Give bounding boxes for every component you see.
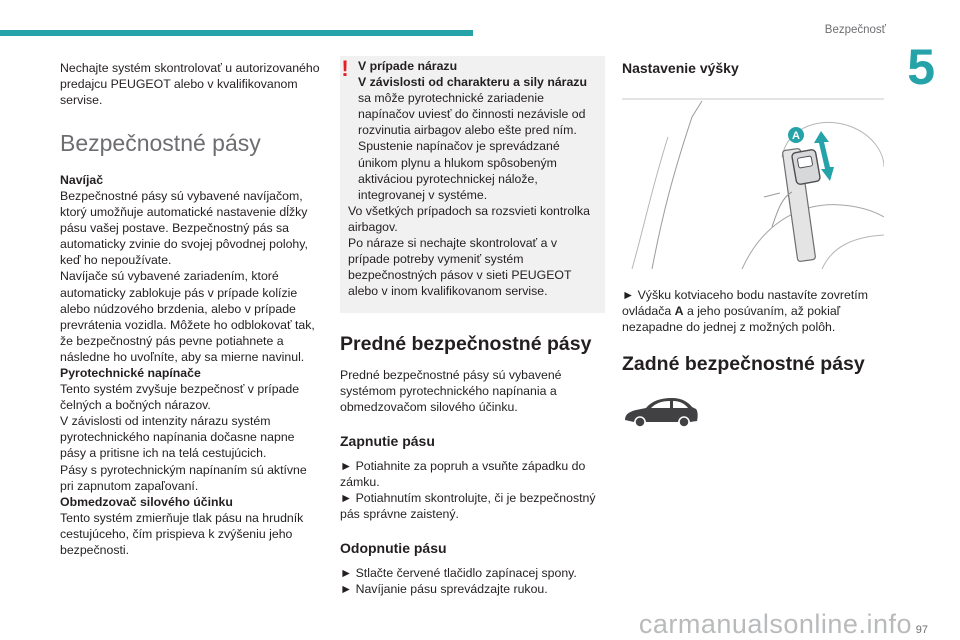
- label-a-icon: A: [792, 129, 800, 142]
- warning-paragraph-2: Vo všetkých prípadoch sa rozsvieti kontrolka airbagov.: [348, 203, 590, 234]
- warning-rest: sa môže pyrotechnické zariadenie napínačov uviesť do činnosti nezávisle od rozvinutia airbagov alebo ešte pred ním. Spustenie napínačov je sprevádzané únikom plynu a hlukom spôsobeným aktiváciou pyrotechnickej nálože, integrovanej v systéme.: [358, 91, 586, 202]
- section-name: Bezpečnosť: [824, 24, 886, 36]
- height-text-pre: ► Výšku kotviaceho bodu nastavíte zovretím ovládača: [622, 287, 868, 318]
- pyro-heading: Pyrotechnické napínače: [60, 366, 201, 380]
- retractor-heading: Navíjač: [60, 172, 104, 187]
- warning-paragraph: [358, 74, 597, 203]
- fasten-heading: Zapnutie pásu: [340, 433, 435, 450]
- pyro-text-2: V závislosti od intenzity nárazu systém pyrotechnického napínania dočasne napne pásy a pritisne ich na telá cestujúcich.: [60, 414, 295, 461]
- warning-icon: !: [341, 56, 349, 81]
- fasten-step-2: ► Potiahnutím skontrolujte, či je bezpečnostný pás správne zaistený.: [340, 491, 596, 522]
- control-a-label: A: [674, 303, 684, 318]
- warning-heading: V prípade nárazu: [358, 59, 458, 73]
- column-middle: [340, 56, 605, 597]
- unfasten-heading: Odopnutie pásu: [340, 540, 447, 557]
- page-title: Bezpečnostné pásy: [60, 130, 261, 157]
- warning-box: [340, 56, 605, 313]
- pyro-text: Tento systém zvyšuje bezpečnosť v prípade čelných a bočných nárazov.: [60, 382, 300, 413]
- height-text-post: a jeho posúvaním, až pokiaľ nezapadne do jednej z možných polôh.: [622, 303, 841, 335]
- front-belts-title: Predné bezpečnostné pásy: [340, 333, 592, 356]
- front-belts-intro: Predné bezpečnostné pásy sú vybavené systémom pyrotechnického napínania a obmedzovačom silového účinku.: [340, 367, 562, 414]
- limiter-heading: Obmedzovač silového účinku: [60, 494, 233, 509]
- fasten-step-1: ► Potiahnite za popruh a vsuňte západku do zámku.: [340, 458, 586, 489]
- column-left: [60, 60, 322, 558]
- limiter-text: Tento systém zmierňuje tlak pásu na hrudník cestujúceho, čím prispieva k zvýšeniu jeho bezpečnosti.: [60, 510, 304, 558]
- warning-bold-start: V závislosti od charakteru a sily nárazu: [358, 75, 587, 90]
- watermark: carmanualsonline.info: [638, 609, 912, 639]
- header-accent-bar: [0, 30, 473, 36]
- pyro-text-3: Pásy s pyrotechnickým napínaním sú aktívne pri zapnutom zapaľovaní.: [60, 462, 307, 493]
- retractor-text: Bezpečnostné pásy sú vybavené navíjačom, ktorý umožňuje automatické nastavenie dĺžky pásu vašej postave. Bezpečnostný pás sa automaticky zvinie do svojej pôvodnej polohy, keď ho nepoužívate.: [60, 188, 308, 268]
- height-adjust-heading: Nastavenie výšky: [622, 60, 739, 76]
- chapter-number: 5: [907, 39, 935, 95]
- page-number: 97: [915, 624, 928, 636]
- car-silhouette-icon: [622, 393, 700, 433]
- retractor-text-2: Navíjače sú vybavené zariadením, ktoré automaticky zablokuje pás v prípade kolízie alebo núdzového brzdenia, alebo v prípade prevrátenia vozidla. Môžete ho odblokovať tak, že bezpečnostný pás pevne potiahnete a následne ho uvoľníte, aby sa mierne navinul.: [60, 269, 315, 364]
- seatbelt-height-illustration: [622, 97, 884, 269]
- rear-belts-title: Zadné bezpečnostné pásy: [622, 353, 865, 376]
- height-adjust-text: [622, 287, 887, 335]
- warning-paragraph-3: Po náraze si nechajte skontrolovať a v prípade potreby vymeniť systém bezpečnostných pásov v sieti PEUGEOT alebo v inom kvalifikovanom servise.: [348, 236, 572, 299]
- unfasten-step-1: ► Stlačte červené tlačidlo zapínacej spony.: [340, 566, 577, 581]
- intro-paragraph: Nechajte systém skontrolovať u autorizovaného predajcu PEUGEOT alebo v kvalifikovanom servise.: [60, 61, 320, 108]
- column-right: [622, 60, 887, 437]
- unfasten-step-2: ► Navíjanie pásu sprevádzajte rukou.: [340, 582, 548, 597]
